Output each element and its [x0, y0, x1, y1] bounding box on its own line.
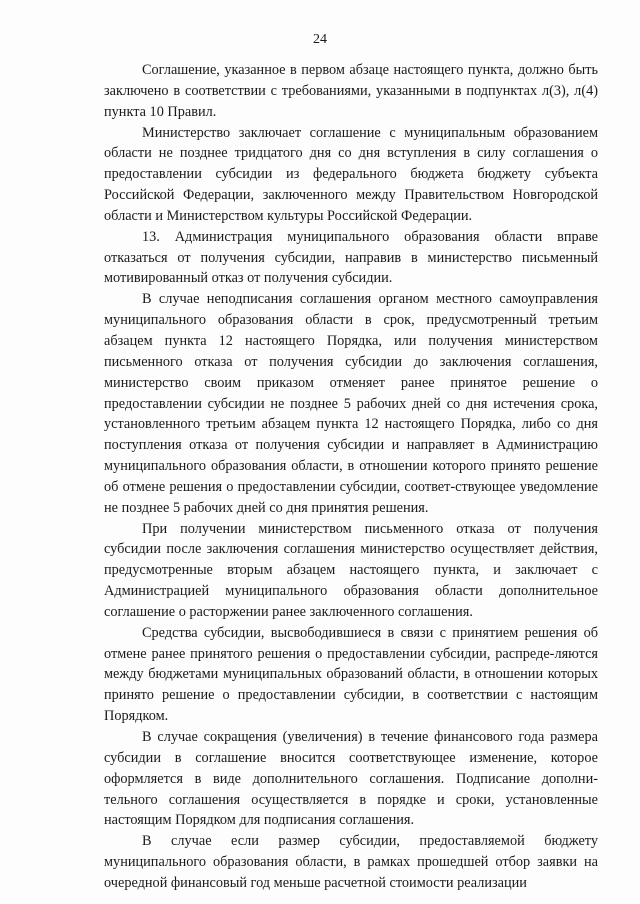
- paragraph-agreement-requirements: Соглашение, указанное в первом абзаце настоящего пункта, должно быть заключено в соответствии с требованиями, указанными в подпунктах л(3), л(4) пункта 10 Правил.: [104, 62, 598, 120]
- document-body: [104, 60, 598, 894]
- paragraph-cancellation-of-decision: В случае неподписания соглашения органом местного самоуправления муниципального образования области в срок, предусмотренный третьим абзацем пункта 12 настоящего Порядка, или получения министерством письменного отказа от получения субсидии до заключения соглашения, министерство своим приказом отменяет ранее принятое решение о предоставлении субсидии не позднее 5 рабочих дней со дня истечения срока, установленного третьим абзацем пункта 12 настоящего Порядка, либо со дня поступления отказа от получения субсидии и направляет в Администрацию муниципального образования области, в отношении которого принято решение об отмене решения о предоставлении субсидии, соответ-ствующее уведомление не позднее 5 рабочих дней со дня принятия решения.: [104, 291, 598, 516]
- page-number: 24: [313, 32, 327, 47]
- paragraph-item-13-refusal: 13. Администрация муниципального образования области вправе отказаться от получения субсидии, направив в министерство письменный мотивированный отказ от получения субсидии.: [104, 228, 598, 287]
- paragraph-ministry-agreement-deadline: Министерство заключает соглашение с муниципальным образованием области не позднее тридцатого дня со дня вступления в силу соглашения о предоставлении субсидии из федерального бюджета бюджету субъекта Российской Федерации, заключенного между Правительством Новгородской области и Министерством культуры Российской Федерации.: [104, 124, 598, 224]
- paragraph-subsidy-amount-change: В случае сокращения (увеличения) в течение финансового года размера субсидии в соглашение вносится соответствующее изменение, которое оформляется в виде дополнительного соглашения. Подписание дополни-тельного соглашения осуществляется в порядке и сроки, установленные настоящим Порядком для подписания соглашения.: [104, 729, 598, 829]
- paragraph-refusal-after-agreement: При получении министерством письменного отказа от получения субсидии после заключения соглашения министерство осуществляет действия, предусмотренные вторым абзацем настоящего пункта, и заключает с Администрацией муниципального образования области дополнительное соглашение о расторжении ранее заключенного соглашения.: [104, 520, 598, 620]
- paragraph-subsidy-below-cost: В случае если размер субсидии, предоставляемой бюджету муниципального образования области, в рамках прошедшей отбор заявки на очередной финансовый год меньше расчетной стоимости реализации: [104, 833, 598, 891]
- paragraph-redistribution-of-funds: Средства субсидии, высвободившиеся в связи с принятием решения об отмене ранее принятого решения о предоставлении субсидии, распреде-ляются между бюджетами муниципальных образований области, в отношении которых принято решение о предоставлении субсидии, в соответствии с настоящим Порядком.: [104, 624, 598, 725]
